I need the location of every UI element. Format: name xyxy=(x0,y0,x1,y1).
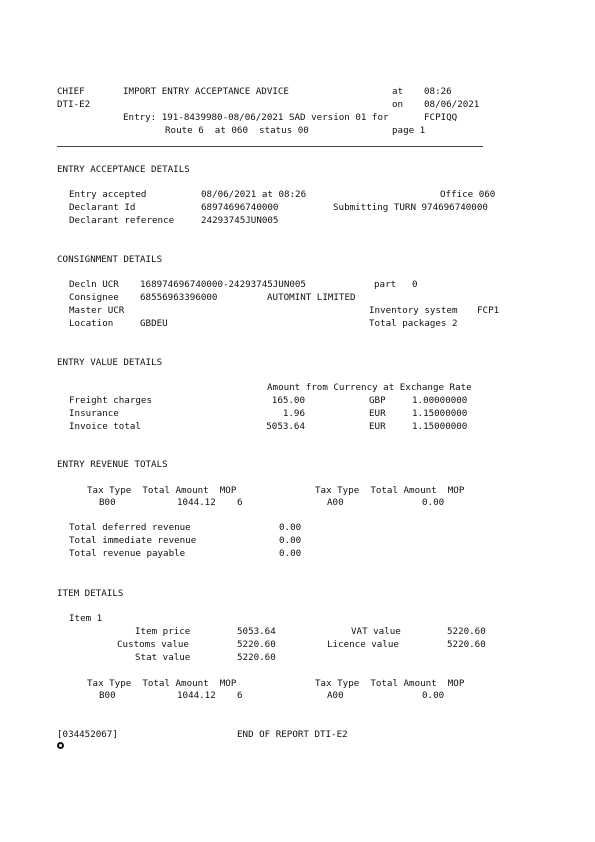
immediate-revenue-label: Total immediate revenue xyxy=(69,535,197,546)
insurance-currency: EUR xyxy=(369,408,386,419)
report-date: 08/06/2021 xyxy=(424,99,480,110)
revenue-right-type: A00 xyxy=(327,497,344,508)
entry-accepted-value: 08/06/2021 at 08:26 xyxy=(201,189,307,200)
item-right-amount: 0.00 xyxy=(422,690,445,701)
footer-reference: [034452067] xyxy=(57,729,118,740)
total-packages: Total packages 2 xyxy=(369,318,458,329)
invoice-total-rate: 1.15000000 xyxy=(412,421,468,432)
entry-accepted-label: Entry accepted xyxy=(69,189,147,200)
location-label: Location xyxy=(69,318,114,329)
revenue-left-mop: 6 xyxy=(237,497,243,508)
consignee-label: Consignee xyxy=(69,292,119,303)
stat-value: 5220.60 xyxy=(237,652,276,663)
declarant-ref-value: 24293745JUN005 xyxy=(201,215,279,226)
freight-label: Freight charges xyxy=(69,395,152,406)
freight-amount: 165.00 xyxy=(271,395,305,406)
insurance-rate: 1.15000000 xyxy=(412,408,468,419)
master-ucr-label: Master UCR xyxy=(69,305,125,316)
insurance-amount: 1.96 xyxy=(282,408,305,419)
item-left-type: B00 xyxy=(99,690,116,701)
entry-value-column-header: Amount from Currency at Exchange Rate xyxy=(267,382,472,393)
stat-value-label: Stat value xyxy=(135,652,191,663)
declarant-id-label: Declarant Id xyxy=(69,202,136,213)
invoice-total-amount: 5053.64 xyxy=(266,421,305,432)
payable-revenue-label: Total revenue payable xyxy=(69,548,186,559)
on-label: on xyxy=(392,99,404,110)
freight-currency: GBP xyxy=(369,395,386,406)
item-price-value: 5053.64 xyxy=(237,626,276,637)
insurance-label: Insurance xyxy=(69,408,119,419)
inventory-value: FCP1 xyxy=(477,305,500,316)
item-left-mop: 6 xyxy=(237,690,243,701)
location-value: GBDEU xyxy=(140,318,168,329)
vat-value: 5220.60 xyxy=(447,626,486,637)
item-number: Item 1 xyxy=(69,613,103,624)
declarant-id-value: 68974696740000 xyxy=(201,202,279,213)
licence-value: 5220.60 xyxy=(447,639,486,650)
header-divider xyxy=(57,146,483,147)
licence-value-label: Licence value xyxy=(327,639,399,650)
item-details-heading: ITEM DETAILS xyxy=(57,588,124,599)
entry-line: Entry: 191-8439980-08/06/2021 SAD version 01 for xyxy=(123,112,389,123)
item-right-type: A00 xyxy=(327,690,344,701)
vat-value-label: VAT value xyxy=(351,626,401,637)
customs-value: 5220.60 xyxy=(237,639,276,650)
declarant-ref-label: Declarant reference xyxy=(69,215,175,226)
deferred-revenue-value: 0.00 xyxy=(279,522,302,533)
entry-value-heading: ENTRY VALUE DETAILS xyxy=(57,357,163,368)
consignee-value: 68556963396000 xyxy=(140,292,218,303)
page-number: page 1 xyxy=(392,125,426,136)
report-title: IMPORT ENTRY ACCEPTANCE ADVICE xyxy=(123,86,289,97)
at-label: at xyxy=(392,86,404,97)
revenue-tax-header-left: Tax Type Total Amount MOP xyxy=(87,485,237,496)
decln-ucr-label: Decln UCR xyxy=(69,279,119,290)
customs-value-label: Customs value xyxy=(117,639,189,650)
submitting: Submitting TURN 974696740000 xyxy=(333,202,488,213)
revenue-right-amount: 0.00 xyxy=(422,497,445,508)
bullet-icon xyxy=(57,742,64,749)
report-id: DTI-E2 xyxy=(57,99,91,110)
payable-revenue-value: 0.00 xyxy=(279,548,302,559)
part-value: 0 xyxy=(412,279,418,290)
report-time: 08:26 xyxy=(424,86,452,97)
part-label: part xyxy=(374,279,397,290)
immediate-revenue-value: 0.00 xyxy=(279,535,302,546)
item-price-label: Item price xyxy=(135,626,191,637)
header-chief: CHIEF xyxy=(57,86,85,97)
revenue-tax-header-right: Tax Type Total Amount MOP xyxy=(315,485,465,496)
invoice-total-currency: EUR xyxy=(369,421,386,432)
decln-ucr-value: 168974696740000-24293745JUN005 xyxy=(140,279,306,290)
deferred-revenue-label: Total deferred revenue xyxy=(69,522,191,533)
consignee-name: AUTOMINT LIMITED xyxy=(267,292,356,303)
item-tax-header-right: Tax Type Total Amount MOP xyxy=(315,678,465,689)
entry-acceptance-heading: ENTRY ACCEPTANCE DETAILS xyxy=(57,164,190,175)
entry-revenue-heading: ENTRY REVENUE TOTALS xyxy=(57,459,168,470)
freight-rate: 1.00000000 xyxy=(412,395,468,406)
inventory-label: Inventory system xyxy=(369,305,458,316)
entry-for: FCPIQQ xyxy=(424,112,458,123)
office: Office 060 xyxy=(440,189,496,200)
route-line: Route 6 at 060 status 00 xyxy=(165,125,309,136)
item-left-amount: 1044.12 xyxy=(177,690,216,701)
revenue-left-type: B00 xyxy=(99,497,116,508)
consignment-heading: CONSIGNMENT DETAILS xyxy=(57,254,163,265)
end-of-report: END OF REPORT DTI-E2 xyxy=(237,729,348,740)
revenue-left-amount: 1044.12 xyxy=(177,497,216,508)
item-tax-header-left: Tax Type Total Amount MOP xyxy=(87,678,237,689)
invoice-total-label: Invoice total xyxy=(69,421,141,432)
